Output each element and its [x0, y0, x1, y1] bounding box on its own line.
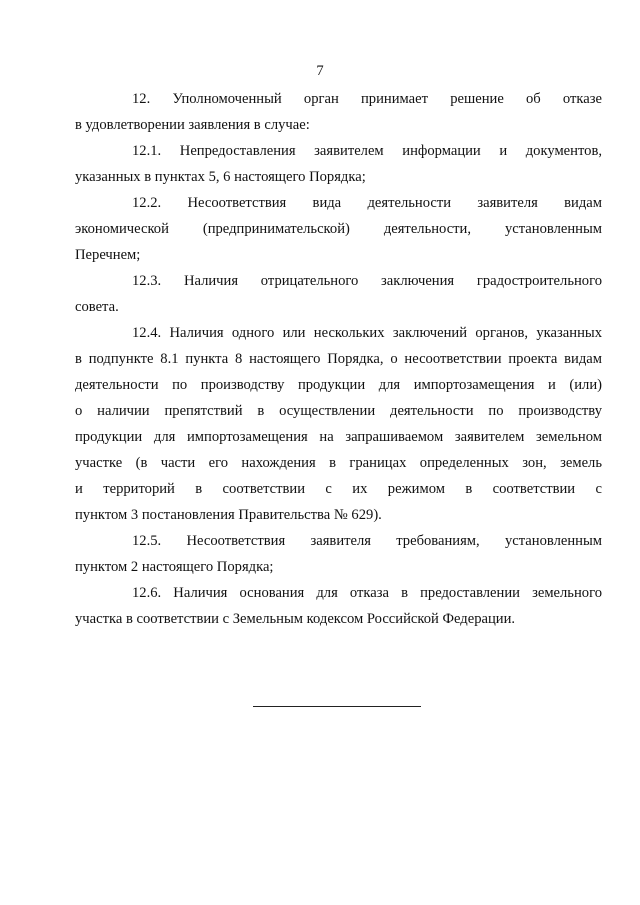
paragraph-12-3-line-1: 12.3. Наличия отрицательного заключения градостроительного [132, 273, 602, 289]
paragraph-12-4-line-5: продукции для импортозамещения на запрашиваемом заявителем земельном [75, 429, 602, 445]
paragraph-12-4-line-8: пунктом 3 постановления Правительства № 629). [75, 507, 382, 523]
paragraph-12-2-line-1: 12.2. Несоответствия вида деятельности заявителя видам [132, 195, 602, 211]
end-divider [253, 706, 421, 707]
paragraph-12-4-line-2: в подпункте 8.1 пункта 8 настоящего Порядка, о несоответствии проекта видам [75, 351, 602, 367]
paragraph-12-line-2: в удовлетворении заявления в случае: [75, 117, 310, 133]
paragraph-12-line-1: 12. Уполномоченный орган принимает решение об отказе [132, 91, 602, 107]
paragraph-12-4-line-7: и территорий в соответствии с их режимом в соответствии с [75, 481, 602, 497]
paragraph-12-2-line-3: Перечнем; [75, 247, 141, 263]
paragraph-12-4-line-1: 12.4. Наличия одного или нескольких заключений органов, указанных [132, 325, 602, 341]
paragraph-12-6-line-2: участка в соответствии с Земельным кодексом Российской Федерации. [75, 611, 516, 627]
page-number: 7 [316, 63, 324, 79]
paragraph-12-5-line-1: 12.5. Несоответствия заявителя требованиям, установленным [132, 533, 602, 549]
paragraph-12-4-line-3: деятельности по производству продукции для импортозамещения и (или) [75, 377, 602, 393]
paragraph-12-4-line-4: о наличии препятствий в осуществлении деятельности по производству [75, 403, 602, 419]
paragraph-12-1-line-1: 12.1. Непредоставления заявителем информации и документов, [132, 143, 602, 159]
paragraph-12-6-line-1: 12.6. Наличия основания для отказа в предоставлении земельного [132, 585, 602, 601]
paragraph-12-3-line-2: совета. [75, 299, 119, 315]
paragraph-12-2-line-2: экономической (предпринимательской) деятельности, установленным [75, 221, 602, 237]
paragraph-12-5-line-2: пунктом 2 настоящего Порядка; [75, 559, 274, 575]
paragraph-12-4-line-6: участке (в части его нахождения в границах определенных зон, земель [75, 455, 602, 471]
paragraph-12-1-line-2: указанных в пунктах 5, 6 настоящего Порядка; [75, 169, 366, 185]
